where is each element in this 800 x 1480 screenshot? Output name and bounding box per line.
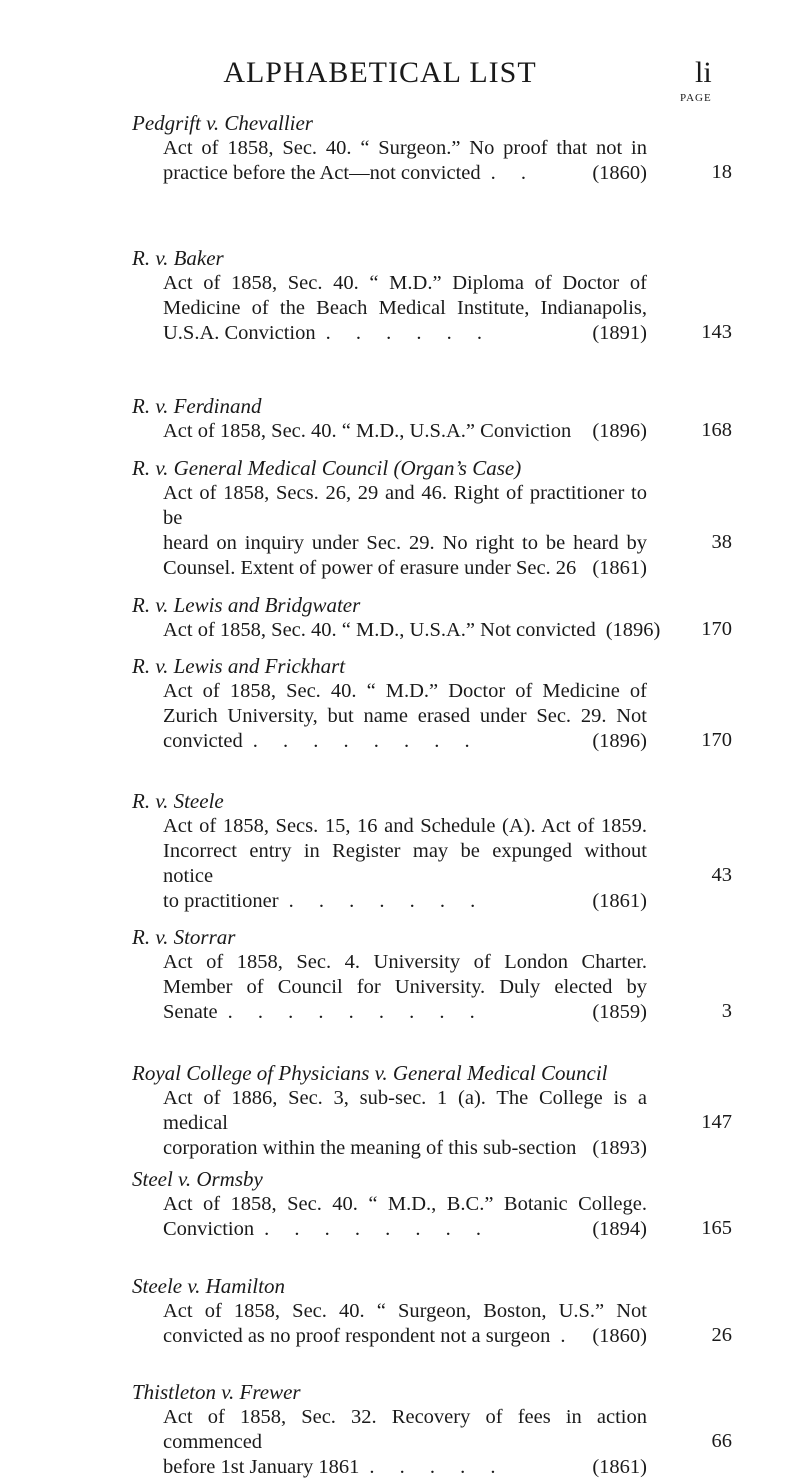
- leader-dots: . . . . . . . . .: [227, 1001, 485, 1023]
- leader-dots: . .: [490, 162, 536, 184]
- leader-dots: [571, 419, 592, 444]
- case-description: [163, 419, 647, 444]
- page-reference: 168: [701, 419, 732, 441]
- description-line: Act of 1858, Sec. 40. “ M.D.” Diploma of Doctor of: [163, 272, 647, 294]
- description-last-line: [163, 1000, 647, 1025]
- description-text: Act of 1858, Sec. 40. “ M.D., U.S.A.” Conviction: [163, 420, 572, 442]
- description-line: Medicine of the Beach Medical Institute, Indianapolis,: [163, 297, 647, 319]
- case-name: Steel v. Ormsby: [132, 1167, 263, 1191]
- case-name: Pedgrift v. Chevallier: [132, 111, 313, 135]
- leader-dots: . . . . .: [369, 1456, 506, 1478]
- leader-dots: [576, 556, 592, 581]
- page-reference: 143: [701, 321, 732, 343]
- description-line: Act of 1858, Sec. 4. University of London Charter.: [163, 951, 647, 973]
- case-year: (1861): [592, 557, 647, 579]
- description-line: Zurich University, but name erased under Sec. 29. Not: [163, 705, 647, 727]
- leader-dots: . . . . . .: [325, 322, 492, 344]
- case-year: (1896): [592, 420, 647, 442]
- case-year: (1861): [592, 890, 647, 912]
- description-line: Act of 1858, Secs. 26, 29 and 46. Right of practitioner to be: [163, 482, 647, 529]
- description-text: U.S.A. Conviction: [163, 322, 316, 344]
- case-name: R. v. Storrar: [132, 925, 236, 949]
- case-description: [163, 481, 647, 581]
- leader-dots: .: [560, 1325, 576, 1347]
- description-last-line: [163, 1136, 647, 1161]
- page-reference: 3: [721, 1000, 732, 1022]
- description-line: Act of 1858, Sec. 40. “ Surgeon, Boston, U.S.” Not: [163, 1300, 647, 1322]
- case-description: [163, 618, 661, 643]
- description-last-line: [163, 1324, 647, 1349]
- description-last-line: [163, 618, 661, 643]
- case-year: (1860): [592, 1325, 647, 1347]
- case-description: [163, 679, 647, 754]
- page-reference: 18: [711, 161, 732, 183]
- case-name: Thistleton v. Frewer: [132, 1380, 301, 1404]
- running-header: [0, 56, 800, 96]
- description-line: heard on inquiry under Sec. 29. No right to be heard by: [163, 532, 647, 554]
- case-year: (1861): [592, 1456, 647, 1478]
- description-text: Act of 1858, Sec. 40. “ M.D., U.S.A.” Not convicted: [163, 619, 596, 641]
- case-name: R. v. Ferdinand: [132, 394, 262, 418]
- description-text: Conviction: [163, 1218, 255, 1240]
- description-line: Member of Council for University. Duly elected by: [163, 976, 647, 998]
- case-description: [163, 950, 647, 1025]
- description-line: Act of 1886, Sec. 3, sub-sec. 1 (a). The College is a medical: [163, 1087, 647, 1134]
- case-year: (1860): [592, 162, 647, 184]
- case-year: (1896): [605, 619, 661, 641]
- case-description: [163, 271, 647, 346]
- description-last-line: [163, 321, 647, 346]
- description-line: Act of 1858, Sec. 40. “ M.D.” Doctor of Medicine of: [163, 680, 647, 702]
- case-description: [163, 1086, 647, 1161]
- case-name: R. v. Steele: [132, 789, 224, 813]
- page-reference: 170: [701, 618, 732, 640]
- leader-dots: . . . . . . . .: [264, 1218, 491, 1240]
- case-name: R. v. Baker: [132, 246, 224, 270]
- leader-dots: . . . . . . .: [288, 890, 486, 912]
- case-year: (1894): [592, 1218, 647, 1240]
- page-reference: 26: [711, 1324, 732, 1346]
- page-column-label: PAGE: [680, 92, 712, 104]
- case-description: [163, 1192, 647, 1242]
- description-line: Act of 1858, Sec. 32. Recovery of fees in action commenced: [163, 1406, 647, 1453]
- description-last-line: [163, 556, 647, 581]
- case-description: [163, 1405, 647, 1480]
- description-text: to practitioner: [163, 890, 279, 912]
- page-reference: 147: [701, 1111, 732, 1133]
- description-last-line: [163, 161, 647, 186]
- description-line: Incorrect entry in Register may be expunged without notice: [163, 840, 647, 887]
- leader-dots: . . . . . . . .: [252, 730, 480, 752]
- description-line: Act of 1858, Sec. 40. “ Surgeon.” No proof that not in: [163, 137, 647, 159]
- folio-number: li: [695, 56, 712, 89]
- description-line: Act of 1858, Secs. 15, 16 and Schedule (A). Act of 1859.: [163, 815, 647, 837]
- case-name: Steele v. Hamilton: [132, 1274, 285, 1298]
- case-description: [163, 136, 647, 186]
- case-year: (1896): [592, 730, 647, 752]
- leader-dots: [596, 618, 606, 643]
- case-name: R. v. General Medical Council (Organ’s Case): [132, 456, 522, 480]
- description-text: Senate: [163, 1001, 218, 1023]
- case-description: [163, 1299, 647, 1349]
- case-year: (1891): [592, 322, 647, 344]
- description-last-line: [163, 419, 647, 444]
- case-name: R. v. Lewis and Frickhart: [132, 654, 346, 678]
- description-last-line: [163, 1217, 647, 1242]
- page-reference: 165: [701, 1217, 732, 1239]
- description-last-line: [163, 889, 647, 914]
- description-last-line: [163, 1455, 647, 1480]
- page-title: ALPHABETICAL LIST: [223, 56, 537, 89]
- description-text: before 1st January 1861: [163, 1456, 360, 1478]
- description-text: convicted: [163, 730, 243, 752]
- page-reference: 38: [711, 531, 732, 553]
- description-text: practice before the Act—not convicted: [163, 162, 481, 184]
- page-reference: 170: [701, 729, 732, 751]
- description-text: Counsel. Extent of power of erasure under Sec. 26: [163, 557, 577, 579]
- leader-dots: [576, 1136, 592, 1161]
- case-year: (1893): [592, 1137, 647, 1159]
- case-year: (1859): [592, 1001, 647, 1023]
- case-name: Royal College of Physicians v. General Medical Council: [132, 1061, 608, 1085]
- page-reference: 66: [711, 1430, 732, 1452]
- case-description: [163, 814, 647, 914]
- description-last-line: [163, 729, 647, 754]
- description-text: convicted as no proof respondent not a surgeon: [163, 1325, 551, 1347]
- description-text: corporation within the meaning of this sub-section: [163, 1137, 577, 1159]
- description-line: Act of 1858, Sec. 40. “ M.D., B.C.” Botanic College.: [163, 1193, 647, 1215]
- case-name: R. v. Lewis and Bridgwater: [132, 593, 361, 617]
- page-reference: 43: [711, 864, 732, 886]
